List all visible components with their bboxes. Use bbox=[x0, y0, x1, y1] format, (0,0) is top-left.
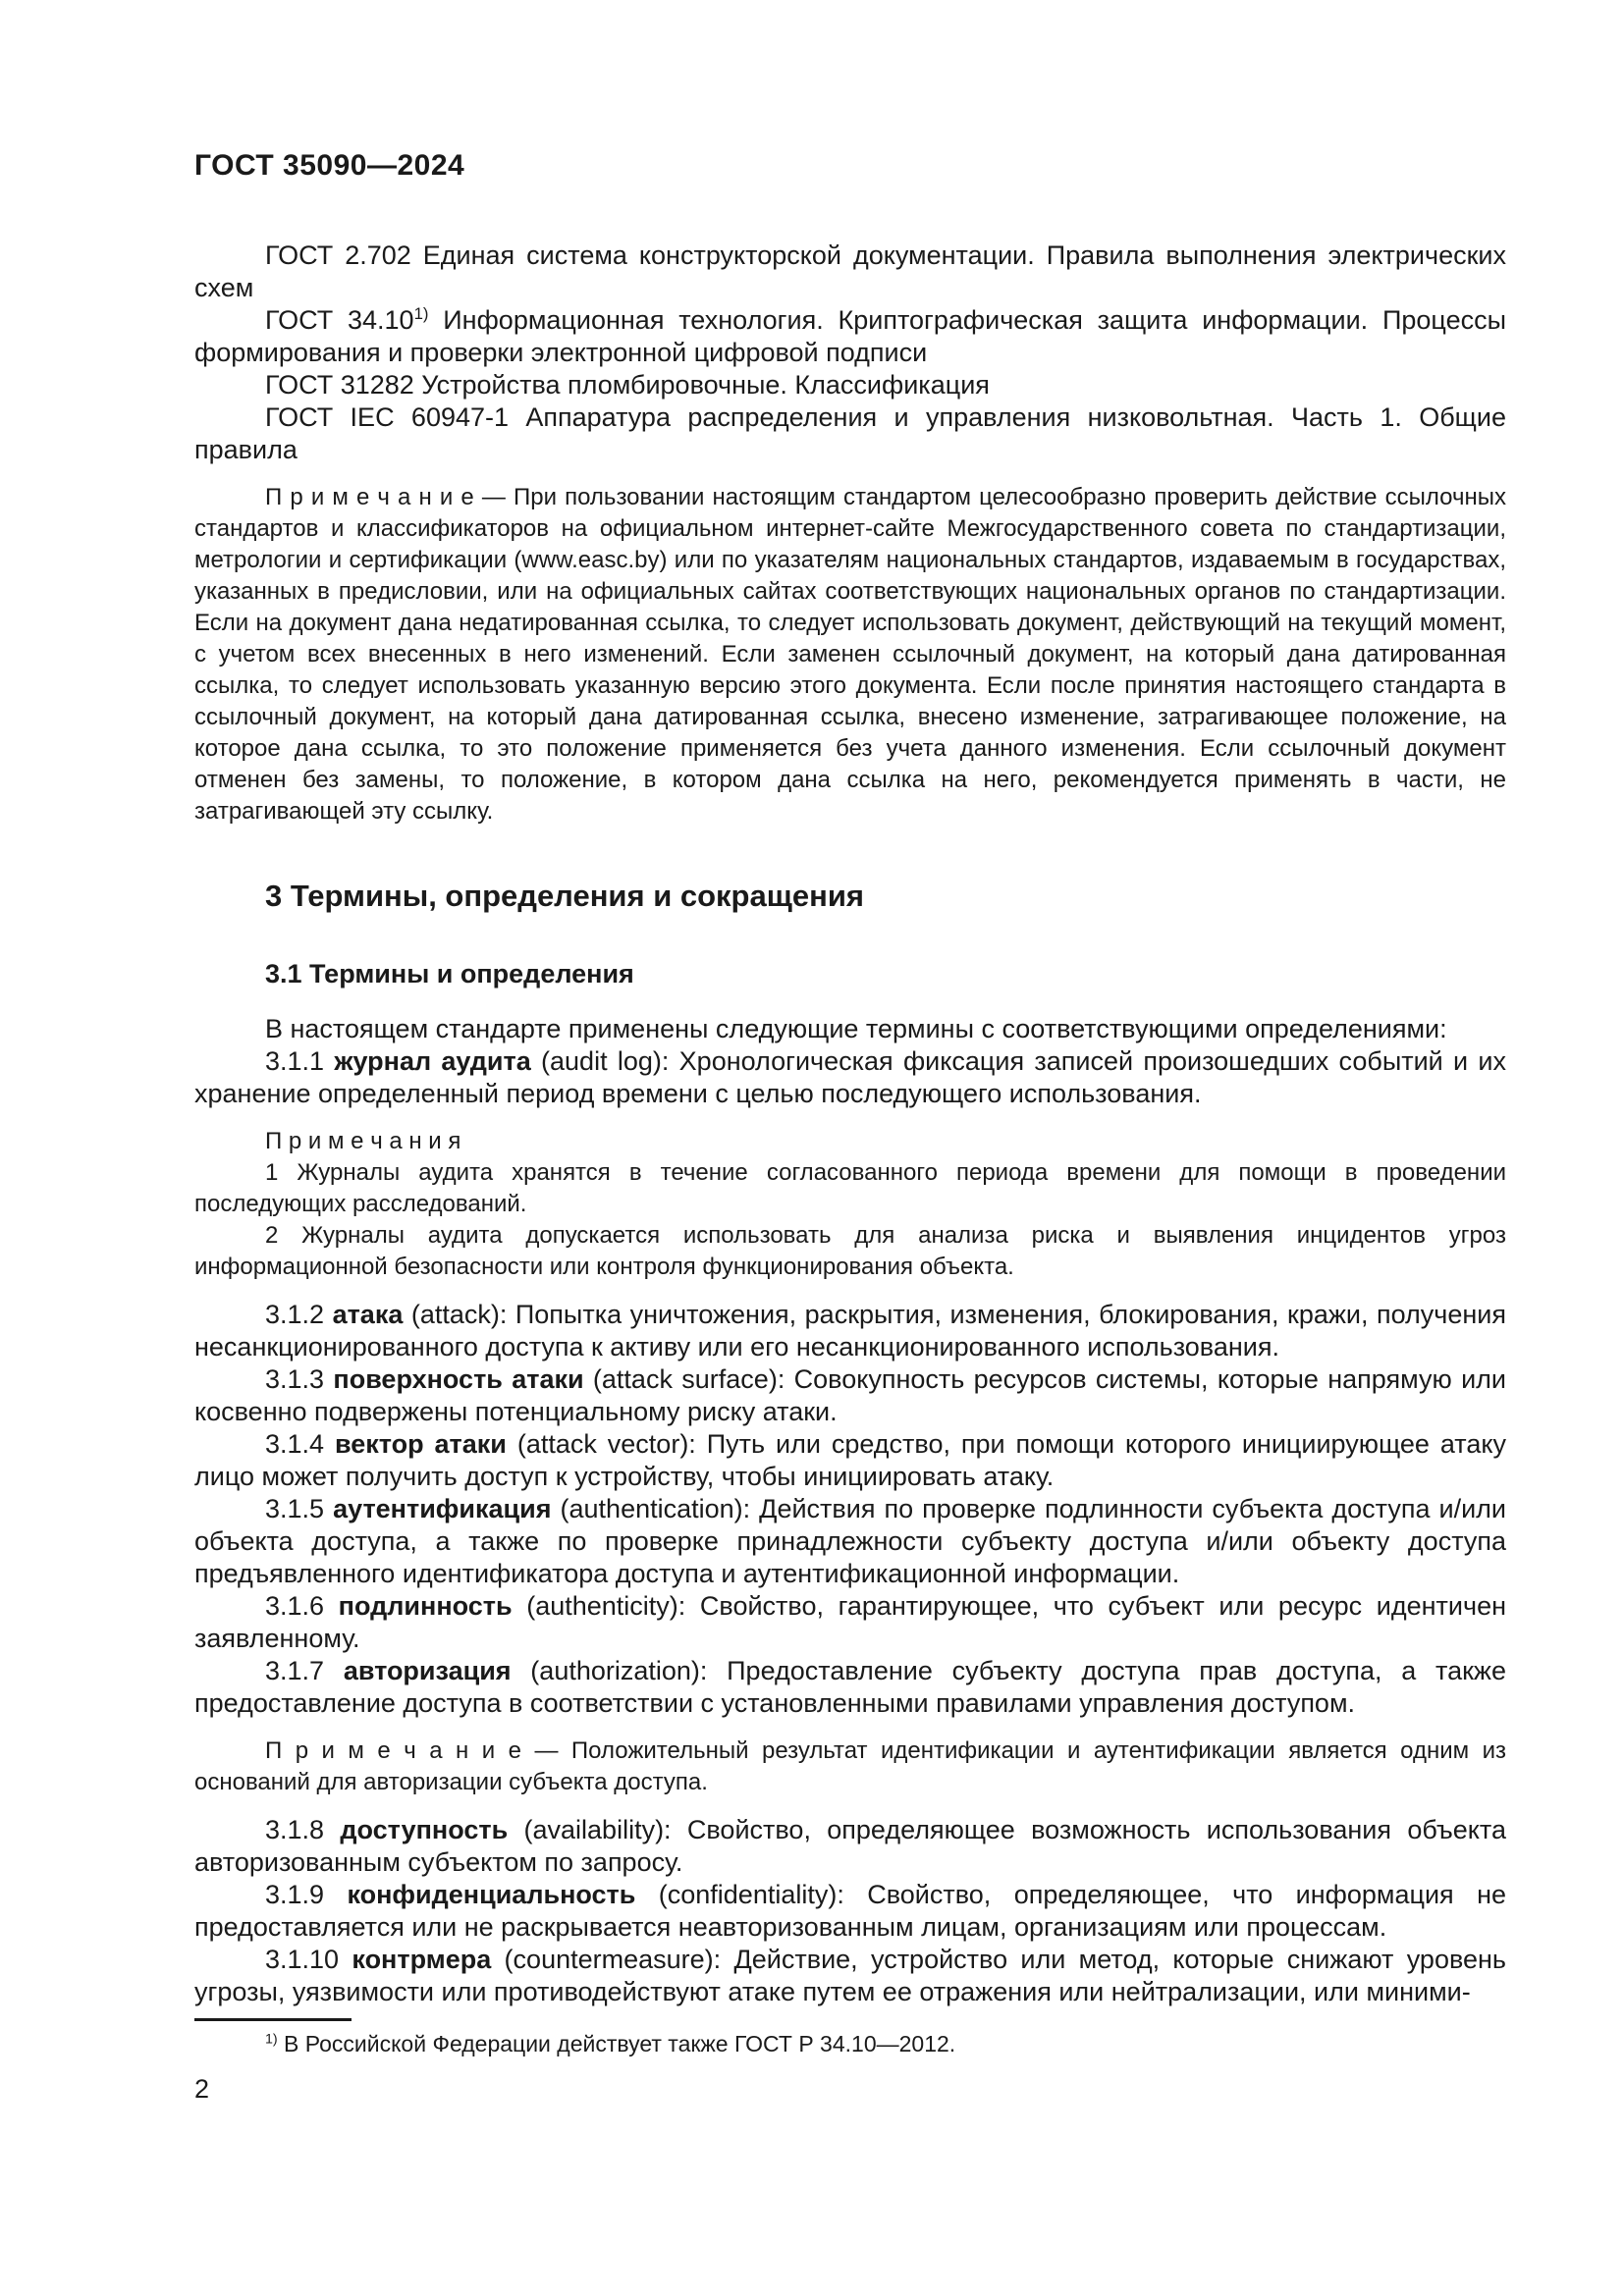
paragraph bbox=[194, 1428, 1506, 1493]
footnote-rule bbox=[194, 2018, 352, 2021]
term-bold: аутентификация bbox=[333, 1494, 552, 1523]
note-line bbox=[194, 1220, 1506, 1283]
term-bold: вектор атаки bbox=[334, 1429, 507, 1459]
note-paragraph bbox=[194, 1735, 1506, 1798]
paragraph bbox=[194, 1655, 1506, 1720]
page-number: 2 bbox=[194, 2074, 210, 2104]
text-run: 3 Термины, определения и сокращения bbox=[265, 879, 864, 913]
text-run: П р и м е ч а н и я bbox=[265, 1128, 461, 1154]
paragraph bbox=[194, 1045, 1506, 1110]
text-run: 3.1.2 bbox=[265, 1300, 333, 1329]
text-run: П р и м е ч а н и е — При пользовании настоящим стандартом целесообразно проверить действие ссылочных стандартов и классификаторов на официальном интернет-сайте Межгосударственного совета по стандартизации, метрологии и сертификации (www.easc.by) или по указателям национальных стандартов, издаваемым в государствах, указанных в предисловии, или на официальных сайтах соответствующих национальных органов по стандартизации. Если на документ дана недатированная ссылка, то следует использовать документ, действующий на текущий момент, с учетом всех внесенных в него изменений. Если заменен ссылочный документ, на который дана датированная ссылка, то следует использовать указанную версию этого документа. Если после принятия настоящего стандарта в ссылочный документ, на который дана датированная ссылка, внесено изменение, затрагивающее положение, на которое дана ссылка, то это положение применяется без учета данного изменения. Если ссылочный документ отменен без замены, то положение, в котором дана ссылка на него, рекомендуется применять в части, не затрагивающей эту ссылку. bbox=[194, 484, 1506, 825]
text-run: В Российской Федерации действует также ГОСТ Р 34.10—2012. bbox=[277, 2031, 956, 2056]
term-bold: конфиденциальность bbox=[347, 1880, 636, 1909]
subsection-heading bbox=[265, 959, 1506, 989]
paragraph bbox=[194, 1944, 1506, 2008]
text-run: Информационная технология. Криптографическая защита информации. Процессы формирования и проверки электронной цифровой подписи bbox=[194, 305, 1506, 367]
term-bold: атака bbox=[332, 1300, 404, 1329]
term-bold: журнал аудита bbox=[334, 1046, 531, 1076]
text-run: 2 Журналы аудита допускается использовать для анализа риска и выявления инцидентов угроз информационной безопасности или контроля функционирования объекта. bbox=[194, 1222, 1506, 1280]
text-run: (attack vector): Путь или средство, при помощи которого инициирующее атаку лицо может получить доступ к устройству, чтобы инициировать атаку. bbox=[194, 1429, 1506, 1491]
note-line bbox=[194, 1126, 1506, 1157]
paragraph bbox=[194, 1363, 1506, 1428]
text-run: 3.1.5 bbox=[265, 1494, 334, 1523]
text-run: П р и м е ч а н и е — Положительный результат идентификации и аутентификации является одним из оснований для авторизации субъекта доступа. bbox=[194, 1737, 1506, 1795]
text-run: (authentication): Действия по проверке подлинности субъекта доступа и/или объекта доступа, а также по проверке принадлежности субъекту доступа и/или объекту доступа предъявленного идентификатора доступа и аутентификационной информации. bbox=[194, 1494, 1506, 1588]
footnote-text bbox=[194, 2029, 1506, 2058]
text-run: (confidentiality): Свойство, определяющее, что информация не предоставляется или не раскрывается неавторизованным лицам, организациям или процессам. bbox=[194, 1880, 1506, 1942]
document-content bbox=[194, 240, 1506, 2008]
text-run: (audit log): Хронологическая фиксация записей произошедших событий и их хранение определенный период времени с целью последующего использования. bbox=[194, 1046, 1506, 1108]
section-heading bbox=[265, 879, 1506, 914]
paragraph bbox=[194, 1590, 1506, 1655]
text-run: 3.1.10 bbox=[265, 1945, 352, 1974]
term-bold: поверхность атаки bbox=[333, 1364, 584, 1394]
paragraph bbox=[194, 304, 1506, 369]
text-run: 3.1.3 bbox=[265, 1364, 334, 1394]
paragraph bbox=[194, 1013, 1506, 1045]
text-run: 3.1.1 bbox=[265, 1046, 335, 1076]
page-footer bbox=[194, 2018, 1506, 2105]
text-run: ГОСТ 34.10 bbox=[265, 305, 414, 335]
paragraph bbox=[194, 401, 1506, 466]
text-run: 1 Журналы аудита хранятся в течение согласованного периода времени для помощи в проведении последующих расследований. bbox=[194, 1159, 1506, 1217]
text-run: ГОСТ IEC 60947-1 Аппаратура распределения и управления низковольтная. Часть 1. Общие правила bbox=[194, 402, 1506, 464]
text-run: ГОСТ 2.702 Единая система конструкторской документации. Правила выполнения электрических схем bbox=[194, 240, 1506, 302]
note-paragraph bbox=[194, 482, 1506, 828]
text-run: (attack surface): Совокупность ресурсов системы, которые напрямую или косвенно подвержены потенциальному риску атаки. bbox=[194, 1364, 1506, 1426]
text-run: (availability): Свойство, определяющее возможность использования объекта авторизованным субъектом по запросу. bbox=[194, 1815, 1506, 1877]
paragraph bbox=[194, 1299, 1506, 1363]
text-run: (authenticity): Свойство, гарантирующее, что субъект или ресурс идентичен заявленному. bbox=[194, 1591, 1506, 1653]
text-run: ГОСТ 31282 Устройства пломбировочные. Классификация bbox=[265, 370, 990, 400]
text-run: 3.1.6 bbox=[265, 1591, 339, 1621]
document-content-area bbox=[194, 149, 1506, 2008]
note-line bbox=[194, 1157, 1506, 1220]
text-run: 3.1.7 bbox=[265, 1656, 344, 1685]
notes-group bbox=[194, 1126, 1506, 1283]
text-run: (authorization): Предоставление субъекту доступа прав доступа, а также предоставление доступа в соответствии с установленными правилами управления доступом. bbox=[194, 1656, 1507, 1718]
term-bold: доступность bbox=[340, 1815, 509, 1844]
page-header: ГОСТ 35090—2024 bbox=[194, 149, 465, 182]
text-run: 3.1.4 bbox=[265, 1429, 335, 1459]
text-run: 3.1.9 bbox=[265, 1880, 348, 1909]
paragraph bbox=[194, 1493, 1506, 1590]
term-bold: подлинность bbox=[338, 1591, 513, 1621]
term-bold: авторизация bbox=[343, 1656, 512, 1685]
text-run: 3.1 Термины и определения bbox=[265, 959, 634, 988]
text-run: 3.1.8 bbox=[265, 1815, 341, 1844]
paragraph bbox=[194, 1814, 1506, 1879]
paragraph bbox=[194, 1879, 1506, 1944]
term-bold: контрмера bbox=[352, 1945, 492, 1974]
superscript-ref: 1) bbox=[265, 2031, 278, 2048]
paragraph bbox=[194, 369, 1506, 401]
text-run: (countermeasure): Действие, устройство или метод, которые снижают уровень угрозы, уязвимости или противодействуют атаке путем ее отражения или нейтрализации, или миними- bbox=[194, 1945, 1506, 2006]
text-run: (attack): Попытка уничтожения, раскрытия, изменения, блокирования, кражи, получения несанкционированного доступа к активу или его несанкционированного использования. bbox=[194, 1300, 1506, 1362]
paragraph bbox=[194, 240, 1506, 304]
superscript-ref: 1) bbox=[413, 304, 429, 323]
text-run: В настоящем стандарте применены следующие термины с соответствующими определениями: bbox=[265, 1014, 1447, 1043]
